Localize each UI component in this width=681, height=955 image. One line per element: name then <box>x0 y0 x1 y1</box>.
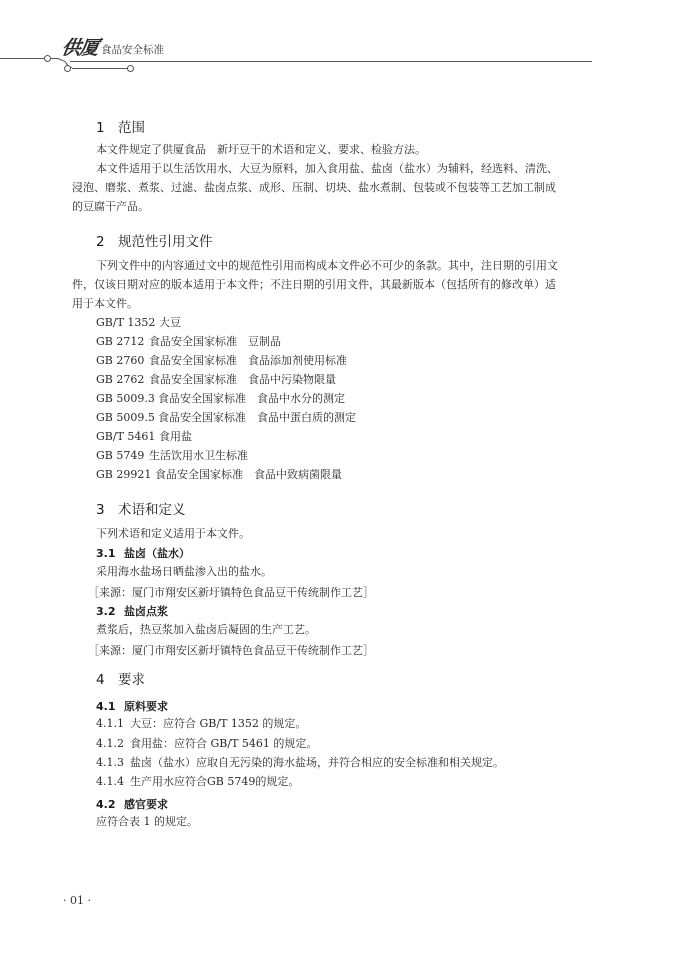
term-name: 盐卤点浆 <box>124 605 168 618</box>
reference-title: 大豆 <box>159 316 181 329</box>
subsection-title: 感官要求 <box>124 798 168 811</box>
requirement-number: 4.1.3 <box>96 756 124 769</box>
section-number: 2 <box>96 234 105 250</box>
reference-title: 食品安全国家标准 豆制品 <box>149 335 281 348</box>
subsection-title: 原料要求 <box>124 700 168 713</box>
reference-code: GB 2712 <box>96 335 145 348</box>
page-number: · 01 · <box>63 894 91 907</box>
section-number: 3 <box>96 502 105 518</box>
reference-code: GB 5749 <box>96 449 145 462</box>
reference-title: 食品安全国家标准 食品中致病菌限量 <box>155 468 342 481</box>
reference-item <box>96 389 345 409</box>
term-source: ［来源：厦门市翔安区新圩镇特色食品豆干传统制作工艺］ <box>88 644 374 657</box>
section-heading-refs <box>96 230 213 250</box>
requirement-item <box>96 753 504 773</box>
requirement-item <box>96 772 299 792</box>
term-definition: 煮浆后，热豆浆加入盐卤后凝固的生产工艺。 <box>96 623 316 636</box>
reference-item <box>96 408 356 428</box>
header-brand-logo: 供厦 <box>60 37 100 59</box>
section-heading-scope <box>96 116 145 136</box>
reference-item <box>96 313 181 333</box>
scope-paragraph-2-line-3: 的豆腐干产品。 <box>72 200 149 213</box>
term-source: ［来源：厦门市翔安区新圩镇特色食品豆干传统制作工艺］ <box>88 586 374 599</box>
reference-code: GB 5009.5 <box>96 411 155 424</box>
term-name: 盐卤（盐水） <box>124 547 190 560</box>
reference-title: 食品安全国家标准 食品中蛋白质的测定 <box>158 411 356 424</box>
reference-title: 生活饮用水卫生标准 <box>149 449 248 462</box>
reference-item <box>96 465 342 485</box>
scope-paragraph-1: 本文件规定了供厦食品 新圩豆干的术语和定义、要求、检验方法。 <box>96 143 426 156</box>
header-rule-small <box>72 68 128 69</box>
refs-intro-line-2: 件，仅该日期对应的版本适用于本文件；不注日期的引用文件，其最新版本（包括所有的修改单）适 <box>72 278 556 291</box>
subsection-heading <box>96 698 168 714</box>
term-number: 3.1 <box>96 547 116 560</box>
reference-title: 食品安全国家标准 食品添加剂使用标准 <box>149 354 347 367</box>
reference-item <box>96 427 192 447</box>
requirement-text: 生产用水应符合GB 5749的规定。 <box>130 775 300 788</box>
header-rule-main <box>70 61 592 62</box>
refs-intro-line-1: 下列文件中的内容通过文中的规范性引用而构成本文件必不可少的条款。其中，注日期的引用文 <box>96 259 558 272</box>
reference-title: 食品安全国家标准 食品中污染物限量 <box>149 373 336 386</box>
reference-item <box>96 332 281 352</box>
reference-item <box>96 370 336 390</box>
refs-intro-line-3: 用于本文件。 <box>72 297 138 310</box>
term-definition: 采用海水盐场日晒盐渗入出的盐水。 <box>96 565 272 578</box>
terms-intro: 下列术语和定义适用于本文件。 <box>96 527 250 540</box>
requirement-text: 大豆：应符合 GB/T 1352 的规定。 <box>130 717 307 730</box>
requirement-item <box>96 714 306 734</box>
requirement-text: 盐卤（盐水）应取自无污染的海水盐场，并符合相应的安全标准和相关规定。 <box>130 756 504 769</box>
requirement-number: 4.1.4 <box>96 775 124 788</box>
subsection-heading <box>96 796 168 812</box>
section-title: 规范性引用文件 <box>118 234 213 250</box>
reference-code: GB 29921 <box>96 468 152 481</box>
requirement-number: 4.1.1 <box>96 717 124 730</box>
reference-code: GB/T 5461 <box>96 430 156 443</box>
section-number: 1 <box>96 120 105 136</box>
section-title: 范围 <box>118 120 145 136</box>
header-ornament-dot <box>64 65 71 72</box>
term-number: 3.2 <box>96 605 116 618</box>
subsection-number: 4.1 <box>96 700 116 713</box>
reference-code: GB 5009.3 <box>96 392 155 405</box>
sensory-requirement-text: 应符合表 1 的规定。 <box>96 815 198 828</box>
term-heading <box>96 603 168 619</box>
reference-item <box>96 351 347 371</box>
subsection-number: 4.2 <box>96 798 116 811</box>
section-title: 要求 <box>118 672 145 688</box>
term-heading <box>96 545 190 561</box>
reference-code: GB 2762 <box>96 373 145 386</box>
section-title: 术语和定义 <box>118 502 186 518</box>
reference-code: GB/T 1352 <box>96 316 156 329</box>
requirement-text: 食用盐：应符合 GB/T 5461 的规定。 <box>130 737 318 750</box>
reference-code: GB 2760 <box>96 354 145 367</box>
section-heading-terms <box>96 498 186 518</box>
reference-title: 食品安全国家标准 食品中水分的测定 <box>158 392 345 405</box>
section-heading-requirements <box>96 668 145 688</box>
header-ornament-dot <box>44 55 51 62</box>
header-subtitle: 食品安全标准 <box>101 44 164 56</box>
reference-title: 食用盐 <box>159 430 192 443</box>
header-ornament-dot <box>127 65 134 72</box>
scope-paragraph-2-line-2: 浸泡、磨浆、煮浆、过滤、盐卤点浆、成形、压制、切块、盐水煮制、包装或不包装等工艺加工制成 <box>72 181 556 194</box>
reference-item <box>96 446 248 466</box>
requirement-item <box>96 734 317 754</box>
requirement-number: 4.1.2 <box>96 737 124 750</box>
scope-paragraph-2-line-1: 本文件适用于以生活饮用水、大豆为原料，加入食用盐、盐卤（盐水）为辅料，经选料、清洗、 <box>96 162 558 175</box>
section-number: 4 <box>96 672 105 688</box>
